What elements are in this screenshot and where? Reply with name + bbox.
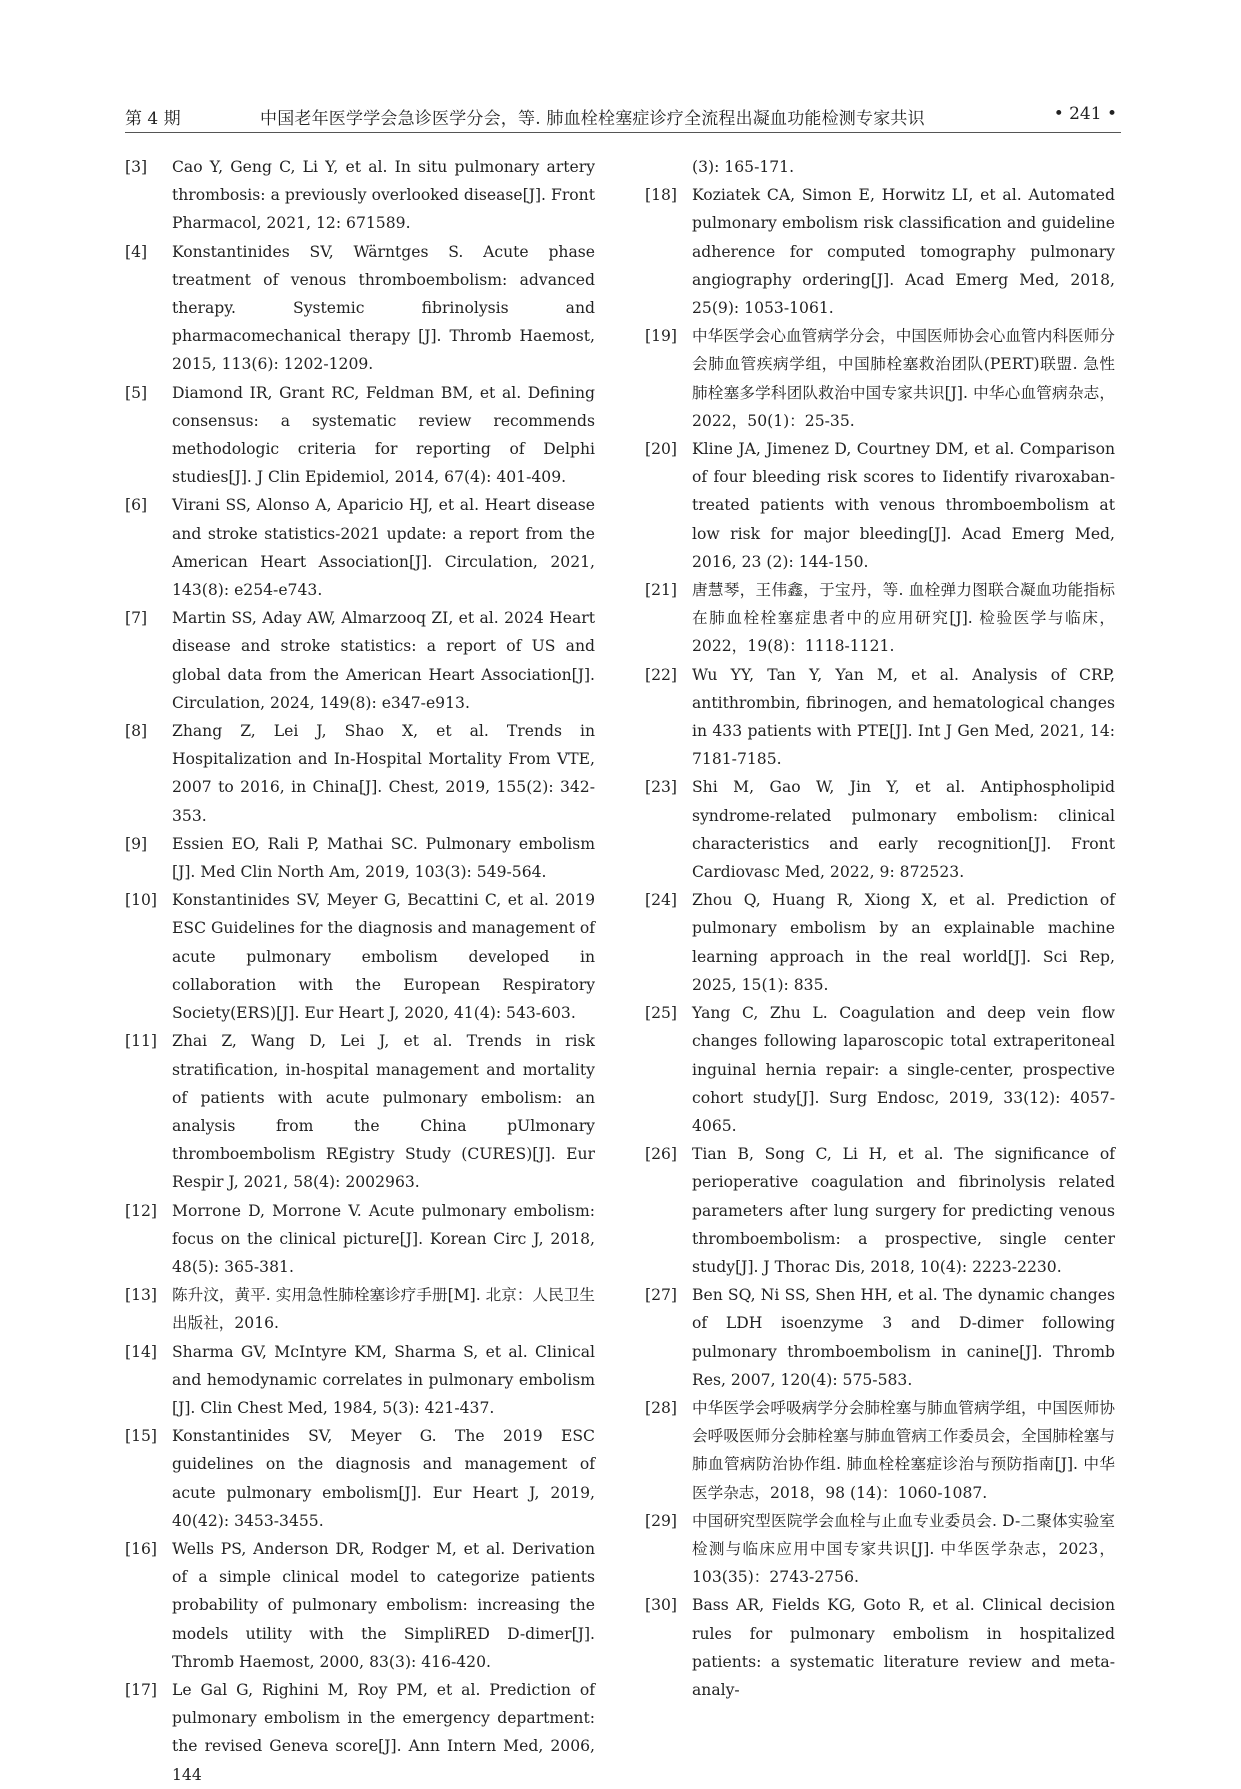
page-number: • 241 • bbox=[1053, 104, 1117, 124]
reference-number: [27] bbox=[645, 1286, 678, 1305]
running-header bbox=[125, 100, 1121, 133]
reference-entry bbox=[125, 491, 595, 604]
reference-number: [19] bbox=[645, 327, 678, 346]
reference-number: [28] bbox=[645, 1398, 678, 1417]
reference-entry bbox=[125, 1422, 595, 1535]
reference-entry bbox=[125, 1338, 595, 1423]
reference-entry bbox=[125, 1027, 595, 1196]
reference-number: [10] bbox=[125, 891, 158, 910]
reference-number: [22] bbox=[645, 665, 678, 684]
reference-entry bbox=[125, 830, 595, 886]
reference-text: Konstantinides SV, Meyer G. The 2019 ESC guidelines on the diagnosis and management of acute pulmonary embolism[J]. Eur Heart J, 2019, 40(42): 3453-3455. bbox=[172, 1427, 595, 1530]
reference-text: Essien EO, Rali P, Mathai SC. Pulmonary embolism [J]. Med Clin North Am, 2019, 103(3): 549-564. bbox=[172, 834, 595, 882]
reference-text: Martin SS, Aday AW, Almarzooq ZI, et al. 2024 Heart disease and stroke statistics: a report of US and global data from the American Heart Association[J]. Circulation, 2024, 149(8): e347-e913. bbox=[172, 609, 595, 712]
reference-number: [6] bbox=[125, 496, 148, 515]
reference-number: [21] bbox=[645, 581, 678, 600]
reference-text: Diamond IR, Grant RC, Feldman BM, et al. Defining consensus: a systematic review recommends methodologic criteria for reporting of Delphi studies[J]. J Clin Epidemiol, 2014, 67(4): 401-409. bbox=[172, 383, 595, 487]
reference-text: Zhou Q, Huang R, Xiong X, et al. Prediction of pulmonary embolism by an explainable machine learning approach in the real world[J]. Sci Rep, 2025, 15(1): 835. bbox=[692, 891, 1115, 994]
reference-text: (3): 165-171. bbox=[692, 158, 795, 176]
reference-number: [3] bbox=[125, 158, 148, 176]
reference-number: [26] bbox=[645, 1145, 678, 1164]
reference-number: [14] bbox=[125, 1342, 158, 1361]
reference-number: [12] bbox=[125, 1201, 158, 1220]
reference-entry bbox=[645, 1140, 1115, 1281]
reference-number: [20] bbox=[645, 440, 678, 459]
reference-text: 唐慧琴，王伟鑫，于宝丹，等. 血栓弹力图联合凝血功能指标在肺血栓栓塞症患者中的应用研究[J]. 检验医学与临床，2022，19(8)：1118-1121. bbox=[692, 581, 1115, 656]
reference-entry bbox=[645, 886, 1115, 999]
reference-entry bbox=[125, 717, 595, 830]
reference-entry bbox=[645, 1394, 1115, 1507]
reference-entry bbox=[645, 773, 1115, 886]
reference-text: Koziatek CA, Simon E, Horwitz LI, et al. Automated pulmonary embolism risk classification and guideline adherence for computed tomography pulmonary angiography ordering[J]. Acad Emerg Med, 2018, 25(9): 1053-1061. bbox=[692, 186, 1115, 318]
reference-number: [24] bbox=[645, 891, 678, 910]
reference-entry bbox=[645, 153, 1115, 181]
left-reference-column bbox=[125, 153, 595, 1789]
reference-number: [18] bbox=[645, 186, 678, 205]
reference-text: Tian B, Song C, Li H, et al. The significance of perioperative coagulation and fibrinolysis related parameters after lung surgery for predicting venous thromboembolism: a prospective, single center study[J]. J Thorac Dis, 2018, 10(4): 2223-2230. bbox=[692, 1145, 1115, 1276]
reference-number: [9] bbox=[125, 834, 148, 853]
reference-text: Cao Y, Geng C, Li Y, et al. In situ pulmonary artery thrombosis: a previously overlooked disease[J]. Front Pharmacol, 2021, 12: 671589. bbox=[172, 158, 595, 233]
reference-number: [11] bbox=[125, 1032, 158, 1051]
reference-entry bbox=[645, 999, 1115, 1140]
reference-entry bbox=[645, 576, 1115, 661]
reference-number: [30] bbox=[645, 1596, 678, 1615]
reference-number: [4] bbox=[125, 242, 148, 261]
reference-text: Konstantinides SV, Wärntges S. Acute phase treatment of venous thromboembolism: advanced therapy. Systemic fibrinolysis and pharmacomechanical therapy [J]. Thromb Haemost, 2015, 113(6): 1202-1209. bbox=[172, 242, 595, 374]
running-title: 中国老年医学学会急诊医学分会，等. 肺血栓栓塞症诊疗全流程出凝血功能检测专家共识 bbox=[260, 109, 925, 129]
reference-entry bbox=[645, 661, 1115, 774]
reference-entry bbox=[125, 1535, 595, 1676]
reference-entry bbox=[645, 435, 1115, 576]
issue-number: 第 4 期 bbox=[125, 109, 181, 129]
reference-entry bbox=[645, 322, 1115, 435]
reference-text: Yang C, Zhu L. Coagulation and deep vein flow changes following laparoscopic total extraperitoneal inguinal hernia repair: a single-center, prospective cohort study[J]. Surg Endosc, 2019, 33(12): 4057-4065. bbox=[692, 1004, 1115, 1135]
reference-text: Konstantinides SV, Meyer G, Becattini C, et al. 2019 ESC Guidelines for the diagnosis and management of acute pulmonary embolism developed in collaboration with the European Respiratory Society(ERS)[J]. Eur Heart J, 2020, 41(4): 543-603. bbox=[172, 891, 595, 1023]
reference-text: 中华医学会呼吸病学分会肺栓塞与肺血管病学组，中国医师协会呼吸医师分会肺栓塞与肺血管病工作委员会，全国肺栓塞与肺血管病防治协作组. 肺血栓栓塞症诊治与预防指南[J]. 中华医学杂志，2018，98 (14)：1060-1087. bbox=[692, 1398, 1115, 1502]
reference-number: [17] bbox=[125, 1680, 158, 1699]
reference-text: Zhang Z, Lei J, Shao X, et al. Trends in Hospitalization and In-Hospital Mortality From VTE, 2007 to 2016, in China[J]. Chest, 2019, 155(2): 342-353. bbox=[172, 722, 595, 825]
reference-entry bbox=[645, 1507, 1115, 1592]
reference-text: 中国研究型医院学会血栓与止血专业委员会. D-二聚体实验室检测与临床应用中国专家共识[J]. 中华医学杂志，2023，103(35)：2743-2756. bbox=[692, 1511, 1115, 1587]
reference-text: Bass AR, Fields KG, Goto R, et al. Clinical decision rules for pulmonary embolism in hospitalized patients: a systematic literature review and meta-analy- bbox=[692, 1596, 1115, 1699]
reference-text: Virani SS, Alonso A, Aparicio HJ, et al. Heart disease and stroke statistics-2021 update: a report from the American Heart Association[J]. Circulation, 2021, 143(8): e254-e743. bbox=[172, 496, 595, 600]
reference-text: 中华医学会心血管病学分会，中国医师协会心血管内科医师分会肺血管疾病学组，中国肺栓塞救治团队(PERT)联盟. 急性肺栓塞多学科团队救治中国专家共识[J]. 中华心血管病杂志，2022，50(1)：25-35. bbox=[692, 327, 1115, 430]
reference-number: [29] bbox=[645, 1511, 678, 1530]
reference-number: [8] bbox=[125, 722, 148, 741]
reference-number: [23] bbox=[645, 778, 678, 797]
reference-text: Zhai Z, Wang D, Lei J, et al. Trends in risk stratification, in-hospital management and mortality of patients with acute pulmonary embolism: an analysis from the China pUlmonary thromboembolism REgistry Study (CURES)[J]. Eur Respir J, 2021, 58(4): 2002963. bbox=[172, 1032, 595, 1192]
reference-text: 陈升汶，黄平. 实用急性肺栓塞诊疗手册[M]. 北京：人民卫生出版社，2016. bbox=[172, 1286, 595, 1333]
reference-entry bbox=[645, 1591, 1115, 1704]
reference-number: [5] bbox=[125, 383, 148, 402]
reference-text: Shi M, Gao W, Jin Y, et al. Antiphospholipid syndrome-related pulmonary embolism: clinical characteristics and early recognition[J]. Front Cardiovasc Med, 2022, 9: 872523. bbox=[692, 778, 1115, 882]
reference-text: Le Gal G, Righini M, Roy PM, et al. Prediction of pulmonary embolism in the emergency department: the revised Geneva score[J]. Ann Intern Med, 2006, 144 bbox=[172, 1680, 595, 1784]
reference-number: [7] bbox=[125, 609, 148, 628]
reference-entry bbox=[645, 1281, 1115, 1394]
reference-entry bbox=[125, 1197, 595, 1282]
reference-text: Sharma GV, McIntyre KM, Sharma S, et al. Clinical and hemodynamic correlates in pulmonary embolism [J]. Clin Chest Med, 1984, 5(3): 421-437. bbox=[172, 1342, 595, 1417]
right-reference-column bbox=[645, 153, 1115, 1704]
reference-number: [16] bbox=[125, 1539, 158, 1558]
reference-number: [25] bbox=[645, 1004, 678, 1023]
reference-text: Wells PS, Anderson DR, Rodger M, et al. Derivation of a simple clinical model to categorize patients probability of pulmonary embolism: increasing the models utility with the SimpliRED D-dimer[J]. Thromb Haemost, 2000, 83(3): 416-420. bbox=[172, 1539, 595, 1671]
reference-entry bbox=[125, 379, 595, 492]
reference-number: [15] bbox=[125, 1427, 158, 1446]
reference-text: Morrone D, Morrone V. Acute pulmonary embolism: focus on the clinical picture[J]. Korean Circ J, 2018, 48(5): 365-381. bbox=[172, 1201, 595, 1276]
reference-number: [13] bbox=[125, 1286, 158, 1305]
reference-entry bbox=[125, 886, 595, 1027]
reference-entry bbox=[125, 153, 595, 238]
reference-entry bbox=[645, 181, 1115, 322]
reference-entry bbox=[125, 1676, 595, 1789]
reference-text: Wu YY, Tan Y, Yan M, et al. Analysis of CRP, antithrombin, fibrinogen, and hematological changes in 433 patients with PTE[J]. Int J Gen Med, 2021, 14: 7181-7185. bbox=[692, 665, 1115, 769]
reference-text: Kline JA, Jimenez D, Courtney DM, et al. Comparison of four bleeding risk scores to Iidentify rivaroxaban-treated patients with venous thromboembolism at low risk for major bleeding[J]. Acad Emerg Med, 2016, 23 (2): 144-150. bbox=[692, 440, 1115, 571]
reference-text: Ben SQ, Ni SS, Shen HH, et al. The dynamic changes of LDH isoenzyme 3 and D-dimer following pulmonary thromboembolism in canine[J]. Thromb Res, 2007, 120(4): 575-583. bbox=[692, 1286, 1115, 1389]
reference-entry bbox=[125, 604, 595, 717]
reference-entry bbox=[125, 238, 595, 379]
reference-entry bbox=[125, 1281, 595, 1337]
